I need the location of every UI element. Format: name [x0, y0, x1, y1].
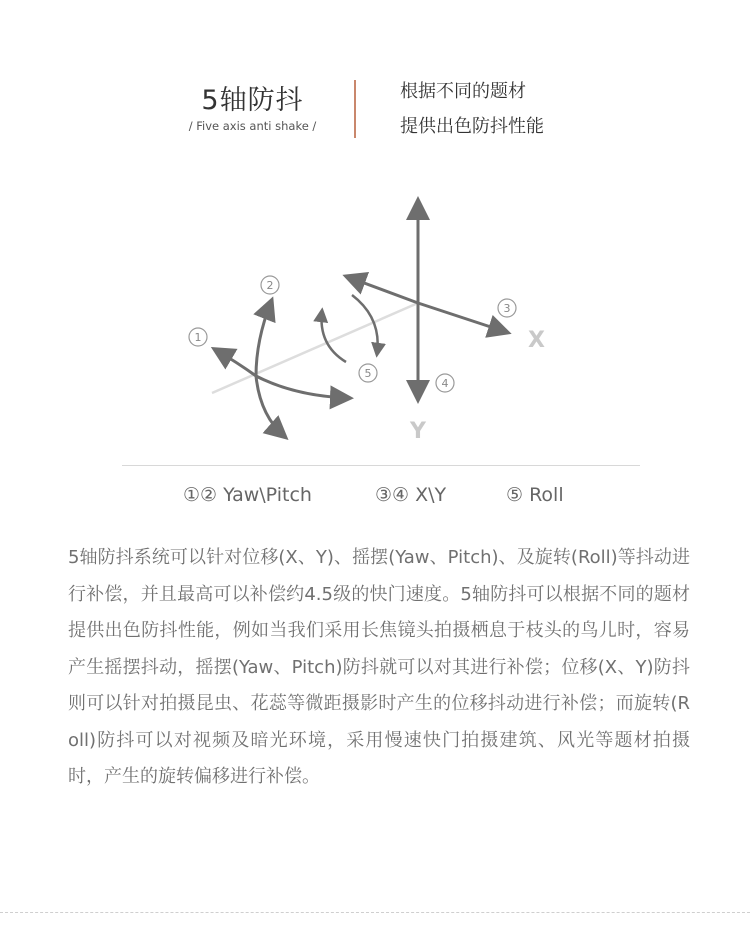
legend-roll: ⑤ Roll [506, 484, 564, 506]
marker-5 [359, 364, 377, 382]
vertical-divider [354, 80, 356, 138]
y-axis-label: Y [410, 419, 426, 444]
marker-3 [498, 299, 516, 317]
header [0, 0, 750, 160]
description-paragraph: 5轴防抖系统可以针对位移(X、Y)、摇摆(Yaw、Pitch)、及旋转(Roll)等抖动进行补偿，并且最高可以补偿约4.5级的快门速度。5轴防抖可以根据不同的题材提供出色防抖性能，例如当我们采用长焦镜头拍摄栖息于枝头的鸟儿时，容易产生摇摆抖动，摇摆(Yaw、Pitch)防抖就可以对其进行补偿；位移(X、Y)防抖则可以针对拍摄昆虫、花蕊等微距摄影时产生的位移抖动进行补偿；而旋转(Roll)防抖可以对视频及暗光环境，采用慢速快门拍摄建筑、风光等题材拍摄时，产生的旋转偏移进行补偿。 [68, 547, 690, 787]
marker-2 [261, 276, 279, 294]
svg-text:3: 3 [503, 302, 511, 315]
marker-4 [436, 374, 454, 392]
svg-text:4: 4 [441, 377, 449, 390]
pitch-arrow-up [256, 302, 271, 376]
page-subtitle: / Five axis anti shake / [188, 119, 317, 133]
svg-text:2: 2 [266, 279, 274, 292]
yaw-arrow-left [216, 350, 256, 376]
legend-yaw-pitch: ①② Yaw\Pitch [183, 484, 312, 506]
tagline-line1: 根据不同的题材 [400, 81, 526, 102]
svg-text:1: 1 [194, 331, 202, 344]
legend-x-y: ③④ X\Y [375, 484, 447, 506]
stabilization-diagram [150, 180, 570, 450]
x-axis-label: X [528, 328, 545, 353]
dotted-bottom-divider [0, 912, 750, 913]
svg-text:5: 5 [364, 367, 372, 380]
x-axis-right-arrow [418, 303, 506, 332]
marker-1 [189, 328, 207, 346]
roll-arrow-outer [352, 295, 378, 354]
section-divider [122, 465, 640, 466]
yaw-arrow-right [256, 376, 348, 398]
page-title: 5轴防抖 [201, 85, 304, 116]
tagline-line2: 提供出色防抖性能 [400, 116, 544, 137]
diagonal-guide-line [212, 303, 418, 393]
